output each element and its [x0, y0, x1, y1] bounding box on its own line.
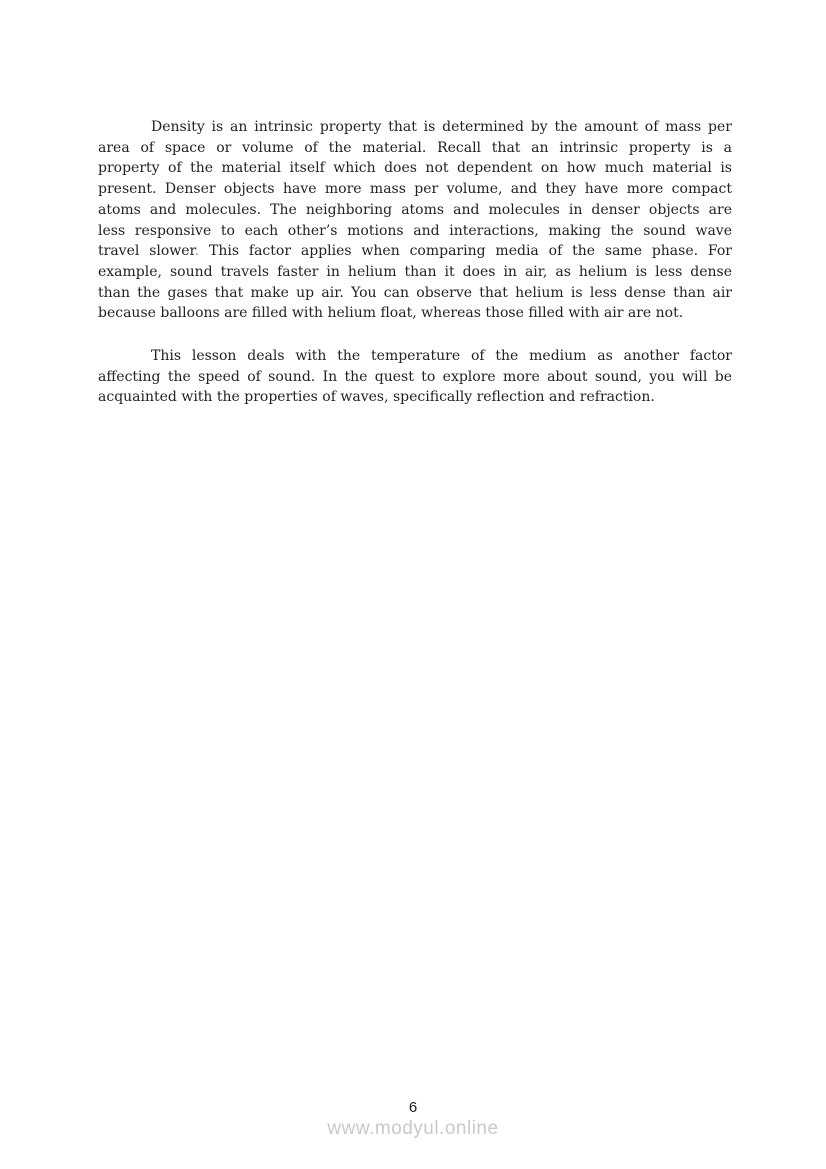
text-line	[98, 262, 732, 283]
text-segment: property of the material itself which does not dependent on how much material is	[98, 160, 732, 177]
text-line	[98, 283, 732, 304]
page-number: 6	[408, 1099, 418, 1116]
text-segment: example, sound travels faster in helium than it does in air, as helium is less dense	[98, 263, 732, 280]
text-line	[98, 221, 732, 242]
text-segment: affecting the speed of sound. In the quest to explore more about sound, you will be	[98, 368, 732, 385]
text-line	[98, 158, 732, 179]
page-body-text	[98, 117, 732, 408]
text-line	[98, 200, 732, 221]
text-segment: than the gases that make up air. You can observe that helium is less dense than air	[98, 284, 732, 301]
text-segment: because balloons are filled with helium float, whereas those filled with air are not.	[98, 305, 684, 322]
text-segment: This lesson deals with the temperature of the medium as another factor	[151, 348, 732, 365]
text-line	[98, 303, 732, 324]
text-segment: travel slower	[98, 243, 195, 260]
text-segment: less responsive to each other’s motions and interactions, making the sound wave	[98, 222, 732, 239]
text-segment: atoms and molecules. The neighboring atoms and molecules in denser objects are	[98, 201, 732, 218]
text-segment: .	[194, 243, 200, 260]
text-segment: Density is an intrinsic property that is determined by the amount of mass per	[151, 119, 732, 135]
text-line	[98, 367, 732, 388]
text-line	[98, 117, 732, 138]
text-segment: present. Denser objects have more mass per volume, and they have more compact	[98, 181, 732, 198]
text-line	[98, 179, 732, 200]
text-segment: This factor applies when comparing media of the same phase. For	[199, 243, 733, 260]
paragraph	[98, 346, 732, 408]
paragraph	[98, 117, 732, 324]
text-segment: acquainted with the properties of waves, specifically reflection and refraction.	[98, 389, 655, 406]
text-line	[98, 241, 732, 262]
text-line	[98, 138, 732, 159]
text-segment: area of space or volume of the material. Recall that an intrinsic property is a	[98, 139, 732, 156]
watermark-text: www.modyul.online	[327, 1118, 499, 1139]
text-line	[98, 387, 732, 408]
text-line	[98, 346, 732, 367]
